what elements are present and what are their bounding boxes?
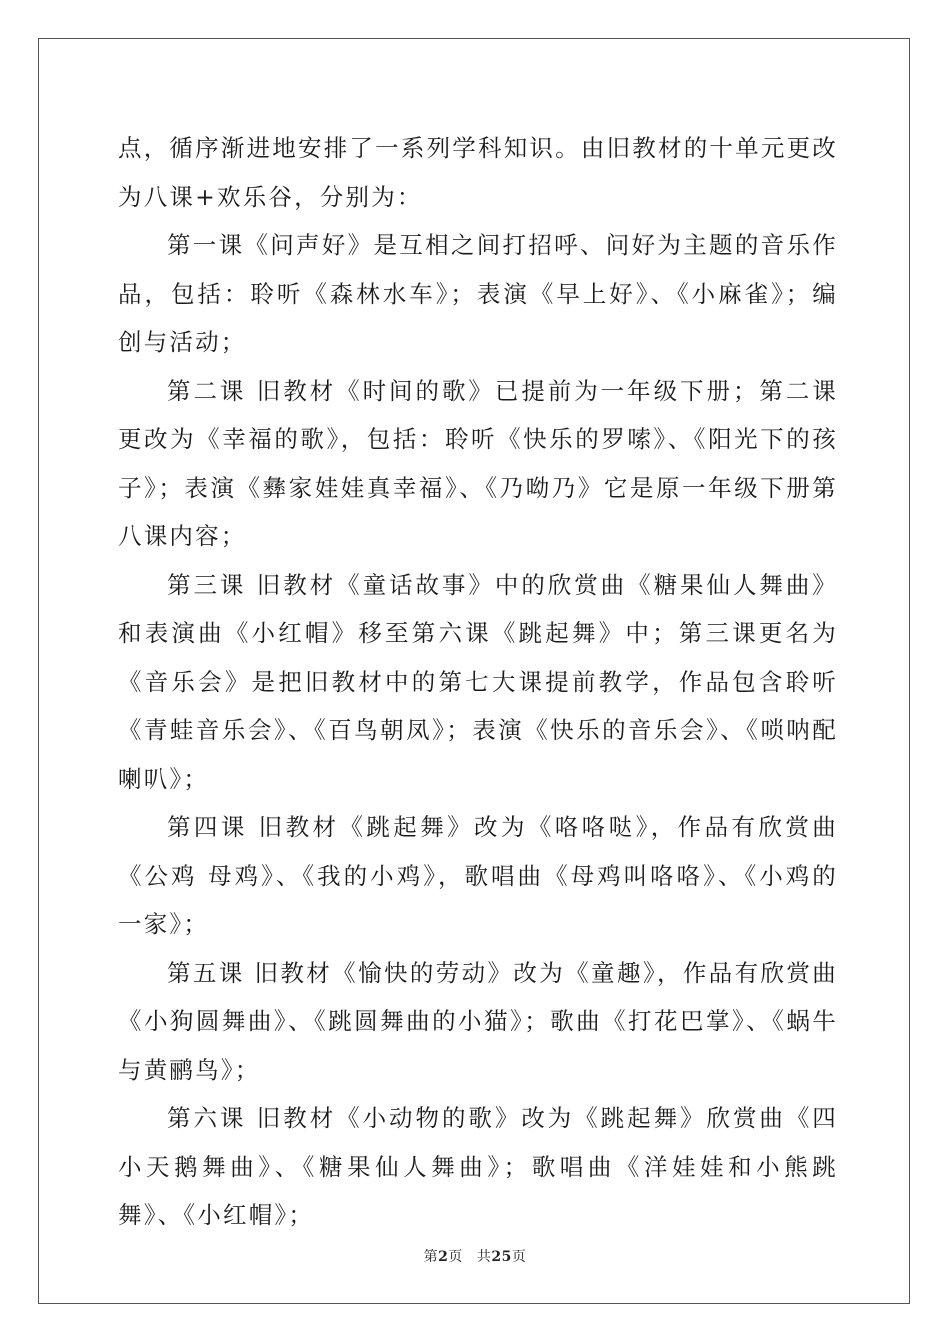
total-page-count: 25 [491, 1249, 512, 1265]
paragraph-lesson-2: 第二课 旧教材《时间的歌》已提前为一年级下册；第二课更改为《幸福的歌》，包括：聆听《快乐的罗嗦》、《阳光下的孩子》；表演《彝家娃娃真幸福》、《乃呦乃》它是原一年级下册第八课内容； [118, 376, 838, 550]
total-prefix: 共 [476, 1249, 492, 1265]
paragraph-lesson-3: 第三课 旧教材《童话故事》中的欣赏曲《糖果仙人舞曲》和表演曲《小红帽》移至第六课《跳起舞》中；第三课更名为《音乐会》是把旧教材中的第七大课提前教学，作品包含聆听《青蛙音乐会》、《百鸟朝凤》；表演《快乐的音乐会》、《唢呐配喇叭》； [118, 570, 838, 793]
paragraph-lesson-5: 第五课 旧教材《愉快的劳动》改为《童趣》，作品有欣赏曲《小狗圆舞曲》、《跳圆舞曲的小猫》；歌曲《打花巴掌》、《蜗牛与黄鹂鸟》； [118, 958, 838, 1084]
paragraph-continuation: 点，循序渐进地安排了一系列学科知识。由旧教材的十单元更改为八课+欢乐谷，分别为： [118, 134, 838, 211]
page-footer [0, 1246, 950, 1266]
current-page-number: 2 [438, 1249, 449, 1265]
paragraph-lesson-6: 第六课 旧教材《小动物的歌》改为《跳起舞》欣赏曲《四小天鹅舞曲》、《糖果仙人舞曲》；歌唱曲《洋娃娃和小熊跳舞》、《小红帽》； [118, 1104, 838, 1229]
document-body [118, 124, 838, 1240]
page-suffix: 页 [448, 1249, 463, 1265]
paragraph-lesson-1: 第一课《问声好》是互相之间打招呼、问好为主题的音乐作品，包括：聆听《森林水车》；表演《早上好》、《小麻雀》；编创与活动； [118, 231, 838, 356]
paragraph-lesson-4: 第四课 旧教材《跳起舞》改为《咯咯哒》，作品有欣赏曲《公鸡 母鸡》、《我的小鸡》，歌唱曲《母鸡叫咯咯》、《小鸡的一家》； [118, 813, 838, 938]
page-prefix: 第 [423, 1249, 439, 1265]
total-suffix: 页 [511, 1249, 527, 1265]
